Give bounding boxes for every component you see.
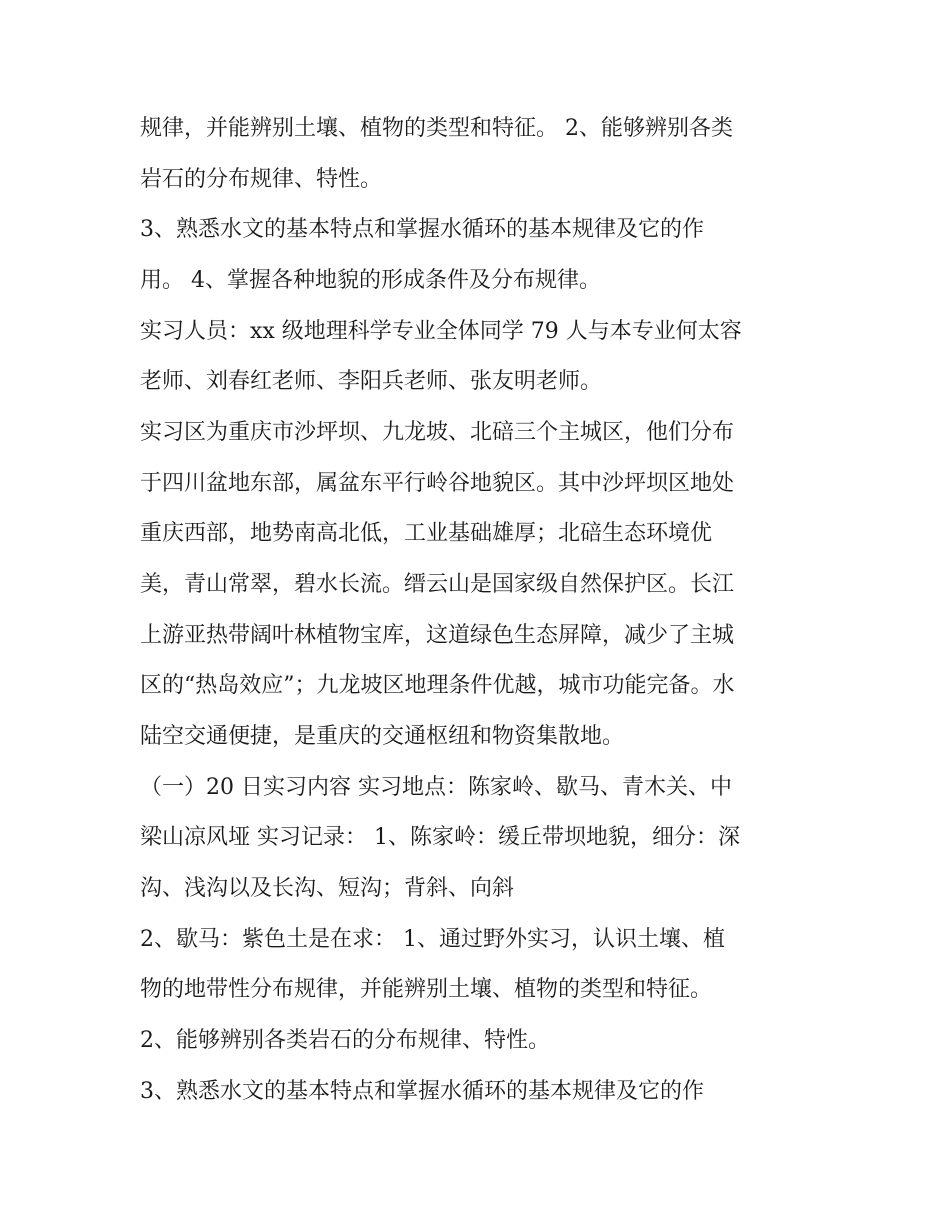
text-line-7: 实习区为重庆市沙坪坝、九龙坡、北碚三个主城区，他们分布 [140, 420, 735, 445]
text-line-6: 老师、刘春红老师、李阳兵老师、张友明老师。 [140, 369, 603, 394]
text-line-8: 于四川盆地东部，属盆东平行岭谷地貌区。其中沙坪坝区地处 [140, 471, 735, 496]
text-line-20: 3、熟悉水文的基本特点和掌握水循环的基本规律及它的作 [140, 1079, 704, 1104]
text-line-5: 实习人员：xx 级地理科学专业全体同学 79 人与本专业何太容 [140, 319, 742, 344]
text-line-18: 物的地带性分布规律，并能辨别土壤、植物的类型和特征。 [140, 977, 713, 1002]
text-line-17: 2、歇马：紫色土是在求： 1、通过野外实习，认识土壤、植 [140, 927, 725, 952]
text-line-4: 用。 4、掌握各种地貌的形成条件及分布规律。 [140, 268, 601, 293]
text-line-13: 陆空交通便捷，是重庆的交通枢纽和物资集散地。 [140, 724, 625, 749]
text-line-16: 沟、浅沟以及长沟、短沟；背斜、向斜 [140, 876, 515, 901]
text-line-9: 重庆西部，地势南高北低，工业基础雄厚；北碚生态环境优 [140, 521, 713, 546]
text-line-14: （一）20 日实习内容 实习地点：陈家岭、歇马、青木关、中 [140, 775, 732, 800]
text-line-11: 上游亚热带阔叶林植物宝库，这道绿色生态屏障，减少了主城 [140, 623, 735, 648]
text-line-19: 2、能够辨别各类岩石的分布规律、特性。 [140, 1028, 550, 1053]
text-line-3: 3、熟悉水文的基本特点和掌握水循环的基本规律及它的作 [140, 217, 704, 242]
text-line-2: 岩石的分布规律、特性。 [140, 167, 383, 192]
text-line-12: 区的“热岛效应”；九龙坡区地理条件优越，城市功能完备。水 [140, 673, 735, 698]
text-line-10: 美，青山常翠，碧水长流。缙云山是国家级自然保护区。长江 [140, 572, 735, 597]
text-line-1: 规律，并能辨别土壤、植物的类型和特征。 2、能够辨别各类 [140, 116, 733, 141]
text-line-15: 梁山凉风垭 实习记录： 1、陈家岭：缓丘带坝地貌，细分：深 [140, 825, 740, 850]
